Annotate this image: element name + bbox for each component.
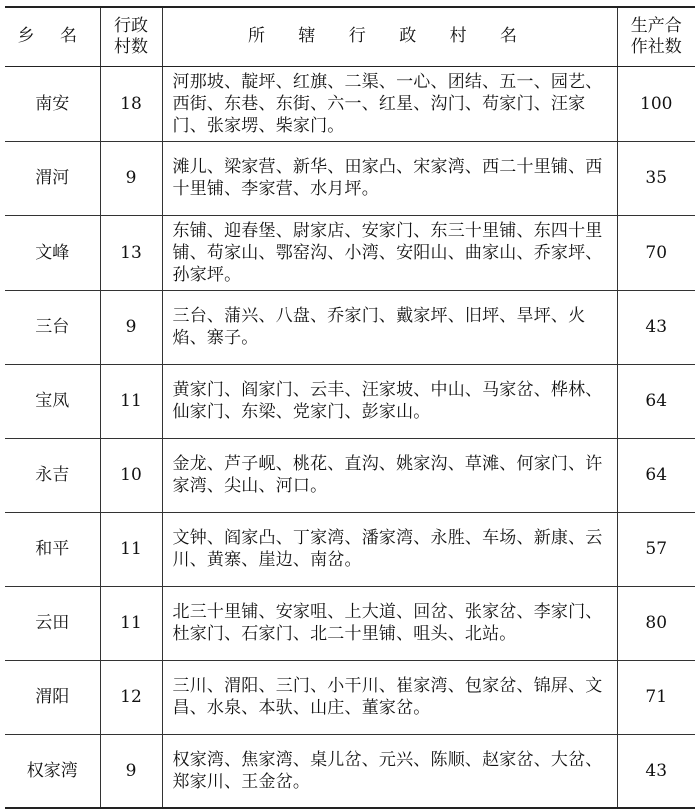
coop-count: 80 <box>617 586 695 660</box>
village-list: 文钟、阎家凸、丁家湾、潘家湾、永胜、车场、新康、云川、黄寨、崖边、南岔。 <box>162 512 617 586</box>
coop-count: 64 <box>617 364 695 438</box>
table-row <box>5 290 695 364</box>
village-count: 9 <box>100 734 162 808</box>
village-list: 河那坡、靛坪、红旗、二渠、一心、团结、五一、园艺、西街、东巷、东街、六一、红星、沟门、苟家门、汪家门、张家塄、柴家门。 <box>162 66 617 141</box>
table-row <box>5 438 695 512</box>
village-list: 滩儿、梁家营、新华、田家凸、宋家湾、西二十里铺、西十里铺、李家营、水月坪。 <box>162 141 617 215</box>
coop-count: 57 <box>617 512 695 586</box>
table-row <box>5 734 695 808</box>
table-row <box>5 215 695 290</box>
township-name: 和平 <box>5 512 100 586</box>
village-list: 金龙、芦子岘、桃花、直沟、姚家沟、草滩、何家门、许家湾、尖山、河口。 <box>162 438 617 512</box>
table-row <box>5 512 695 586</box>
header-villages: 所 辖 行 政 村 名 <box>162 7 617 66</box>
table-row <box>5 66 695 141</box>
header-coops <box>617 7 695 66</box>
table-header <box>5 7 695 66</box>
village-count: 9 <box>100 141 162 215</box>
township-name: 文峰 <box>5 215 100 290</box>
village-list: 东铺、迎春堡、尉家店、安家门、东三十里铺、东四十里铺、苟家山、鄂窑沟、小湾、安阳山、曲家山、乔家坪、孙家坪。 <box>162 215 617 290</box>
table-row <box>5 586 695 660</box>
coop-count: 70 <box>617 215 695 290</box>
coop-count: 100 <box>617 66 695 141</box>
village-count: 11 <box>100 586 162 660</box>
township-name: 永吉 <box>5 438 100 512</box>
village-list: 北三十里铺、安家咀、上大道、回岔、张家岔、李家门、杜家门、石家门、北二十里铺、咀头、北站。 <box>162 586 617 660</box>
header-village-count-text: 行政村数 <box>114 15 148 57</box>
header-coops-text: 生产合作社数 <box>630 15 682 57</box>
village-list: 三川、渭阳、三门、小干川、崔家湾、包家岔、锦屏、文昌、水泉、本驮、山庄、董家岔。 <box>162 660 617 734</box>
township-name: 云田 <box>5 586 100 660</box>
township-name: 权家湾 <box>5 734 100 808</box>
coop-count: 43 <box>617 290 695 364</box>
village-list: 黄家门、阎家门、云丰、汪家坡、中山、马家岔、桦林、仙家门、东梁、党家门、彭家山。 <box>162 364 617 438</box>
township-name: 三台 <box>5 290 100 364</box>
coop-count: 64 <box>617 438 695 512</box>
village-count: 10 <box>100 438 162 512</box>
header-township: 乡 名 <box>5 7 100 66</box>
village-list: 权家湾、焦家湾、桌儿岔、元兴、陈顺、赵家岔、大岔、郑家川、王金岔。 <box>162 734 617 808</box>
header-village-count <box>100 7 162 66</box>
township-name: 南安 <box>5 66 100 141</box>
village-count: 12 <box>100 660 162 734</box>
document-page <box>5 6 695 809</box>
header-row <box>5 7 695 66</box>
coop-count: 35 <box>617 141 695 215</box>
table-row <box>5 364 695 438</box>
table-row <box>5 660 695 734</box>
township-table <box>5 6 695 809</box>
coop-count: 71 <box>617 660 695 734</box>
village-count: 9 <box>100 290 162 364</box>
table-row <box>5 141 695 215</box>
village-count: 11 <box>100 364 162 438</box>
village-count: 18 <box>100 66 162 141</box>
township-name: 渭河 <box>5 141 100 215</box>
coop-count: 43 <box>617 734 695 808</box>
village-list: 三台、蒲兴、八盘、乔家门、戴家坪、旧坪、旱坪、火焰、寨子。 <box>162 290 617 364</box>
village-count: 11 <box>100 512 162 586</box>
village-count: 13 <box>100 215 162 290</box>
table-body <box>5 66 695 808</box>
township-name: 宝凤 <box>5 364 100 438</box>
township-name: 渭阳 <box>5 660 100 734</box>
